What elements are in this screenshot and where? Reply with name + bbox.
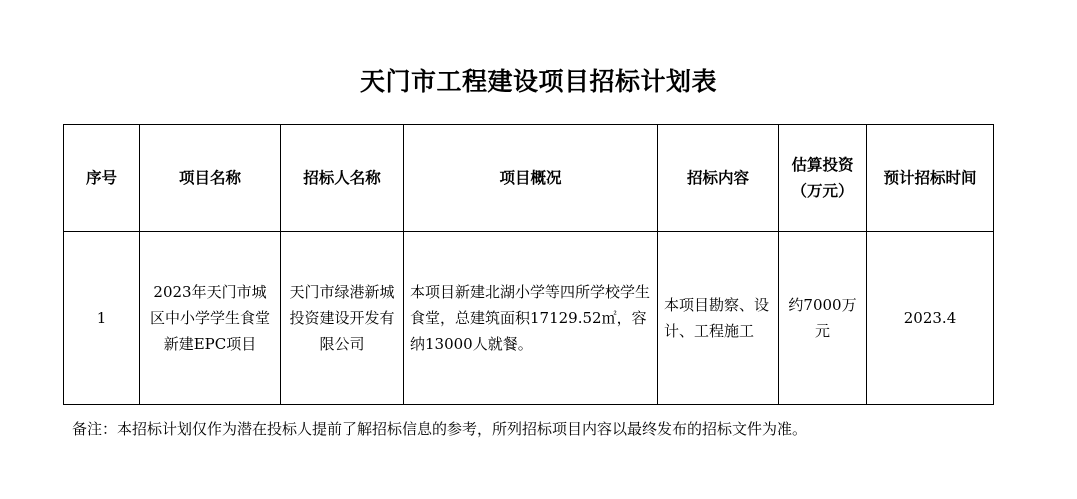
cell-tenderer: 天门市绿港新城投资建设开发有限公司 bbox=[281, 232, 404, 405]
header-overview: 项目概况 bbox=[404, 125, 658, 232]
cell-overview: 本项目新建北湖小学等四所学校学生食堂，总建筑面积17129.52㎡，容纳13000人就餐。 bbox=[404, 232, 658, 405]
header-time: 预计招标时间 bbox=[867, 125, 994, 232]
header-index: 序号 bbox=[64, 125, 140, 232]
header-investment bbox=[779, 125, 867, 232]
cell-index: 1 bbox=[64, 232, 140, 405]
table-header-row bbox=[64, 125, 994, 232]
document-title: 天门市工程建设项目招标计划表 bbox=[359, 67, 717, 96]
cell-project-name: 2023年天门市城区中小学学生食堂新建EPC项目 bbox=[140, 232, 281, 405]
cell-investment: 约7000万元 bbox=[779, 232, 867, 405]
cell-time: 2023.4 bbox=[867, 232, 994, 405]
cell-content: 本项目勘察、设计、工程施工 bbox=[658, 232, 779, 405]
footnote: 备注：本招标计划仅作为潜在投标人提前了解招标信息的参考，所列招标项目内容以最终发布的招标文件为准。 bbox=[72, 420, 808, 438]
table-row bbox=[64, 232, 994, 405]
header-investment-line1: 估算投资 bbox=[791, 155, 854, 174]
header-project-name: 项目名称 bbox=[140, 125, 281, 232]
header-investment-line2: （万元） bbox=[791, 181, 854, 200]
header-content: 招标内容 bbox=[658, 125, 779, 232]
tender-plan-table bbox=[63, 124, 994, 405]
header-tenderer: 招标人名称 bbox=[281, 125, 404, 232]
